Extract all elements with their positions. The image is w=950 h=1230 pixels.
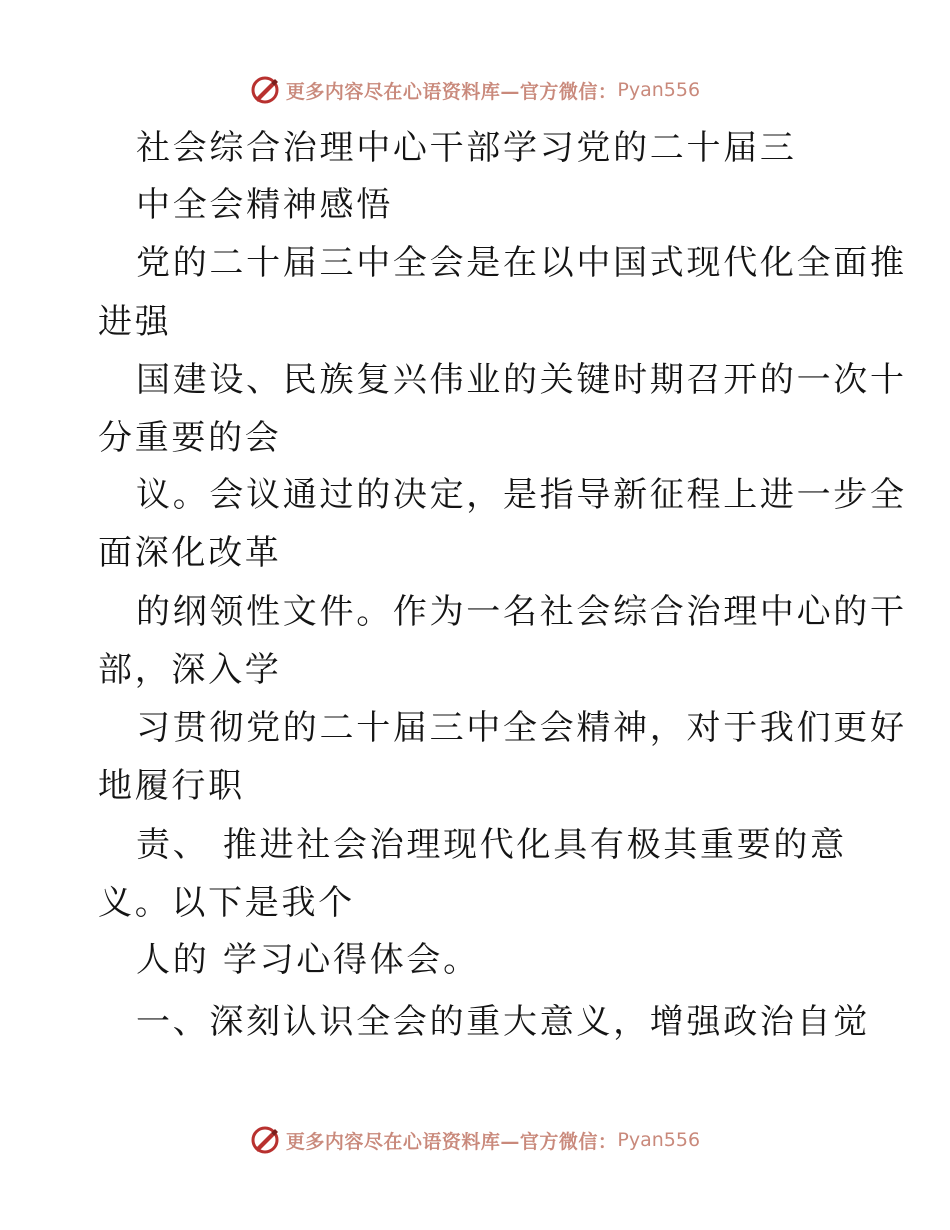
pen-logo-icon: [250, 75, 280, 105]
document-title-line-2: 中全会精神感悟: [136, 185, 393, 225]
header-banner-text: 更多内容尽在心语资料库—官方微信：: [285, 80, 618, 103]
header-watermark-banner: [0, 70, 950, 110]
paragraph-line: 面深化改革: [98, 533, 282, 573]
paragraph-line: 进强: [98, 302, 172, 342]
paragraph-line: 部，深入学: [98, 650, 282, 690]
paragraph-line: 人的 学习心得体会。: [136, 940, 480, 980]
paragraph-line: 国建设、民族复兴伟业的关键时期召开的一次十: [136, 360, 907, 400]
paragraph-line: 的纲领性文件。作为一名社会综合治理中心的干: [136, 592, 907, 632]
footer-banner-text: 更多内容尽在心语资料库—官方微信：: [285, 1130, 618, 1153]
footer-watermark-banner: [0, 1120, 950, 1160]
section-heading: 一、深刻认识全会的重大意义，增强政治自觉: [136, 1002, 870, 1042]
header-wechat-id: Pyan556: [617, 79, 701, 101]
paragraph-line: 习贯彻党的二十届三中全会精神，对于我们更好: [136, 708, 907, 748]
paragraph-line: 责、 推进社会治理现代化具有极其重要的意: [136, 825, 847, 865]
paragraph-line: 分重要的会: [98, 418, 282, 458]
pen-logo-icon: [250, 1125, 280, 1155]
paragraph-line: 义。以下是我个: [98, 883, 355, 923]
paragraph-line: 地履行职: [98, 766, 245, 806]
paragraph-line: 议。会议通过的决定，是指导新征程上进一步全: [136, 475, 907, 515]
paragraph-line: 党的二十届三中全会是在以中国式现代化全面推: [136, 243, 907, 283]
footer-wechat-id: Pyan556: [617, 1129, 701, 1151]
document-title-line-1: 社会综合治理中心干部学习党的二十届三: [136, 128, 797, 168]
